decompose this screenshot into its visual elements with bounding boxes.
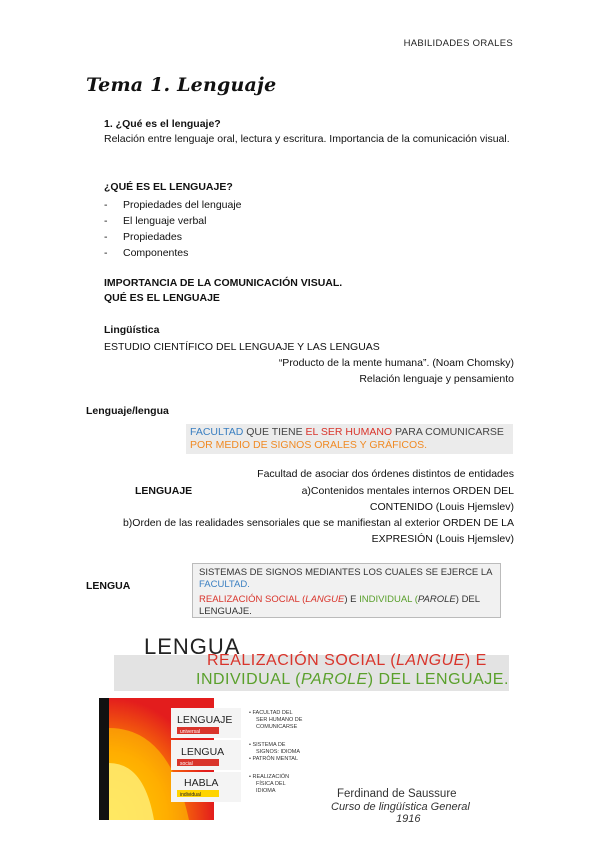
chomsky-quote: “Producto de la mente humana”. (Noam Chomsky) <box>278 357 514 369</box>
question-text: Relación entre lenguaje oral, lectura y escritura. Importancia de la comunicación visual. <box>104 133 510 145</box>
page-title: Tema 1. Lenguaje <box>86 74 277 96</box>
diagram-bullet: SER HUMANO DE <box>256 717 303 723</box>
banner-line-2: INDIVIDUAL (PAROLE) DEL LENGUAJE. <box>196 671 509 688</box>
lenguaje-def-line: Facultad de asociar dos órdenes distintos de entidades <box>257 468 514 480</box>
diagram-bullet: • FACULTAD DEL <box>249 710 293 716</box>
banner-line-1: REALIZACIÓN SOCIAL (LANGUE) E <box>207 652 487 669</box>
linguistics-label: Lingüística <box>104 324 160 336</box>
linguistics-definition: ESTUDIO CIENTÍFICO DEL LENGUAJE Y LAS LENGUAS <box>104 341 380 353</box>
importance-heading: IMPORTANCIA DE LA COMUNICACIÓN VISUAL. <box>104 277 343 289</box>
list-item: - El lenguaje verbal <box>104 215 207 227</box>
diagram-bullet: COMUNICARSE <box>256 724 298 730</box>
diagram-dark-strip <box>99 698 109 820</box>
diagram-bullet: SIGNOS: IDIOMA <box>256 749 301 755</box>
diagram-level-name: LENGUAJE <box>177 714 233 726</box>
saussure-book: Curso de lingüística General <box>331 801 470 813</box>
lengua-definition-box: SISTEMAS DE SIGNOS MEDIANTES LOS CUALES SE EJERCE LA FACULTAD. REALIZACIÓN SOCIAL (LANGUE) E INDIVIDUAL (PAROLE) DEL LENGUAJE. <box>192 563 501 618</box>
lenguaje-def-line: CONTENIDO (Louis Hjemslev) <box>369 501 514 513</box>
list-item: - Componentes <box>104 247 189 259</box>
diagram-level-tag: individual <box>180 792 201 798</box>
diagram-level-tag: universal <box>180 729 201 735</box>
relation-text: Relación lenguaje y pensamiento <box>359 373 514 385</box>
diagram-bullet: FÍSICA DEL <box>256 781 286 787</box>
lenguaje-def-line: a)Contenidos mentales internos ORDEN DEL <box>301 485 514 497</box>
diagram-bullet: • PATRÓN MENTAL <box>249 756 298 762</box>
list-item: - Propiedades del lenguaje <box>104 199 242 211</box>
what-is-heading: QUÉ ES EL LENGUAJE <box>104 292 220 304</box>
topic-list <box>104 197 242 261</box>
lenguaje-lengua-label: Lenguaje/lengua <box>86 405 169 417</box>
saussure-diagram <box>99 698 329 820</box>
list-item: - Propiedades <box>104 231 182 243</box>
question-heading: 1. ¿Qué es el lenguaje? <box>104 118 221 130</box>
lengua-label: LENGUA <box>86 580 131 592</box>
lenguaje-def-line: b)Orden de las realidades sensoriales que se manifiestan al exterior ORDEN DE LA <box>122 517 514 529</box>
faculty-definition-box: FACULTAD QUE TIENE EL SER HUMANO PARA COMUNICARSE POR MEDIO DE SIGNOS ORALES Y GRÁFICOS. <box>186 424 513 454</box>
banner-title: LENGUA <box>144 634 241 659</box>
diagram-level-name: HABLA <box>184 777 219 789</box>
diagram-bullet: IDIOMA <box>256 788 276 794</box>
section-heading: ¿QUÉ ES EL LENGUAJE? <box>104 181 233 193</box>
diagram-level-tag: social <box>180 761 193 767</box>
page-header: HABILIDADES ORALES <box>403 38 513 49</box>
diagram-level-name: LENGUA <box>181 746 225 758</box>
diagram-bullet: • SISTEMA DE <box>249 742 286 748</box>
diagram-bullet: • REALIZACIÓN <box>249 774 290 780</box>
saussure-year: 1916 <box>396 813 421 825</box>
saussure-name: Ferdinand de Saussure <box>337 788 457 800</box>
lenguaje-def-line: EXPRESIÓN (Louis Hjemslev) <box>371 533 514 545</box>
lenguaje-label: LENGUAJE <box>135 485 193 497</box>
